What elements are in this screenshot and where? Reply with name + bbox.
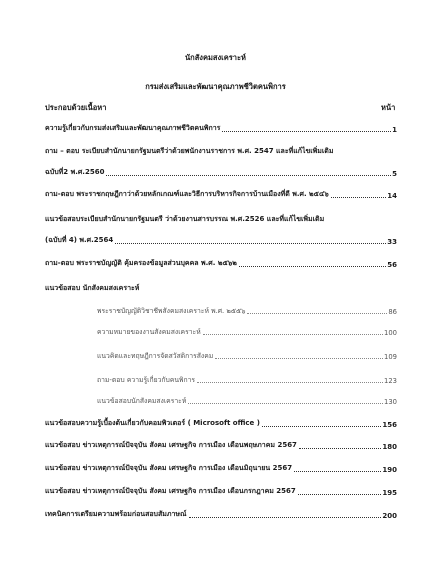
toc-entry-page: 5 [392,170,397,178]
toc-sub-entry [97,326,397,337]
leader-dots [239,265,386,267]
toc-entry-page: 190 [382,466,397,474]
toc-entry-page: 200 [382,512,397,520]
leader-dots [299,447,381,449]
toc-entry-page: 195 [382,489,397,497]
toc-sub-entry [97,395,397,406]
toc-entry [45,189,397,200]
toc-entry-label: ถาม-ตอบ พระราชกฤษฎีกาว่าด้วยหลักเกณฑ์และวิธีการบริหารกิจการบ้านเมืองที่ดี พ.ศ. ๒๕๔๖ [45,190,329,198]
page-column-heading: หน้า [381,103,396,112]
leader-dots [215,357,383,359]
toc-sub-entry-page: 86 [388,308,397,316]
toc-sub-entry-page: 130 [384,398,397,406]
toc-entry-label: ถาม – ตอบ ระเบียบสำนักนายกรัฐมนตรีว่าด้วยพนักงานราชการ พ.ศ. 2547 และที่แก้ไขเพิ่มเติม [45,147,334,155]
leader-dots [247,312,387,314]
leader-dots [188,402,383,404]
leader-dots [203,333,383,335]
toc-sub-entry-page: 109 [384,353,397,361]
leader-dots [115,242,386,244]
toc-entry-label: เทคนิคการเตรียมความพร้อมก่อนสอบสัมภาษณ์ [45,510,187,518]
leader-dots [197,381,383,383]
toc-entry-page: 156 [382,421,397,429]
toc-sub-entry-label: ความหมายของงานสังคมสงเคราะห์ [97,328,201,336]
toc-entry-label: ถาม-ตอบ พระราชบัญญัติ คุ้มครองข้อมูลส่วนบุคคล พ.ศ. ๒๕๖๒ [45,259,237,267]
toc-entry-page: 56 [387,261,397,269]
toc-entry-page: 14 [387,192,397,200]
toc-entry-label: แนวข้อสอบ ข่าวเหตุการณ์ปัจจุบัน สังคม เศรษฐกิจ การเมือง เดือนมิถุนายน 2567 [45,464,293,472]
toc-sub-entry-label: พระราชบัญญัติวิชาชีพสังคมสงเคราะห์ พ.ศ. ๒๕๕๖ [97,307,246,315]
leader-dots [262,425,381,427]
toc-entry [45,167,397,178]
toc-sub-entry [97,350,397,361]
toc-entry-page: 33 [387,238,397,246]
toc-entry [45,258,397,269]
document-title: นักสังคมสงเคราะห์ [185,53,246,62]
toc-sub-entry-page: 100 [384,329,397,337]
toc-entry [45,440,397,451]
toc-entry-label: ฉบับที่2 พ.ศ.2560 [45,168,105,176]
leader-dots [294,470,381,472]
toc-entry [45,235,397,246]
toc-entry-label: แนวข้อสอบความรู้เบื้องต้นเกี่ยวกับคอมพิวเตอร์ ( Microsoft office ) [45,419,260,427]
toc-sub-entry-label: ถาม-ตอบ ความรู้เกี่ยวกับคนพิการ [97,376,196,384]
leader-dots [331,196,387,198]
leader-dots [298,493,382,495]
toc-entry-page: 1 [392,126,397,134]
toc-entry [45,123,397,134]
toc-entry-label: แนวข้อสอบ ข่าวเหตุการณ์ปัจจุบัน สังคม เศรษฐกิจ การเมือง เดือนกรกฎาคม 2567 [45,487,296,495]
leader-dots [189,516,382,518]
toc-section-heading: แนวข้อสอบ นักสังคมสงเคราะห์ [45,284,140,292]
toc-entry [45,463,397,474]
toc-entry [45,486,397,497]
toc-sub-entry-page: 123 [384,377,397,385]
toc-entry-page: 180 [382,443,397,451]
leader-dots [106,174,391,176]
toc-sub-entry [97,374,397,385]
contents-heading: ประกอบด้วยเนื้อหา [45,103,107,112]
toc-entry [45,509,397,520]
toc-sub-entry-label: แนวคิดและทฤษฎีการจัดสวัสดิการสังคม [97,352,214,360]
toc-entry-label: แนวข้อสอบระเบียบสำนักนายกรัฐมนตรี ว่าด้วยงานสารบรรณ พ.ศ.2526 และที่แก้ไขเพิ่มเติม [45,215,325,223]
toc-entry-label: ความรู้เกี่ยวกับกรมส่งเสริมและพัฒนาคุณภาพชีวิตคนพิการ [45,124,221,132]
toc-sub-entry [97,305,397,316]
toc-entry-label: แนวข้อสอบ ข่าวเหตุการณ์ปัจจุบัน สังคม เศรษฐกิจ การเมือง เดือนพฤษภาคม 2567 [45,441,297,449]
toc-entry [45,418,397,429]
document-subtitle: กรมส่งเสริมและพัฒนาคุณภาพชีวิตคนพิการ [145,82,286,91]
toc-entry-label: (ฉบับที่ 4) พ.ศ.2564 [45,236,114,244]
leader-dots [222,130,391,132]
toc-sub-entry-label: แนวข้อสอบนักสังคมสงเคราะห์ [97,397,187,405]
